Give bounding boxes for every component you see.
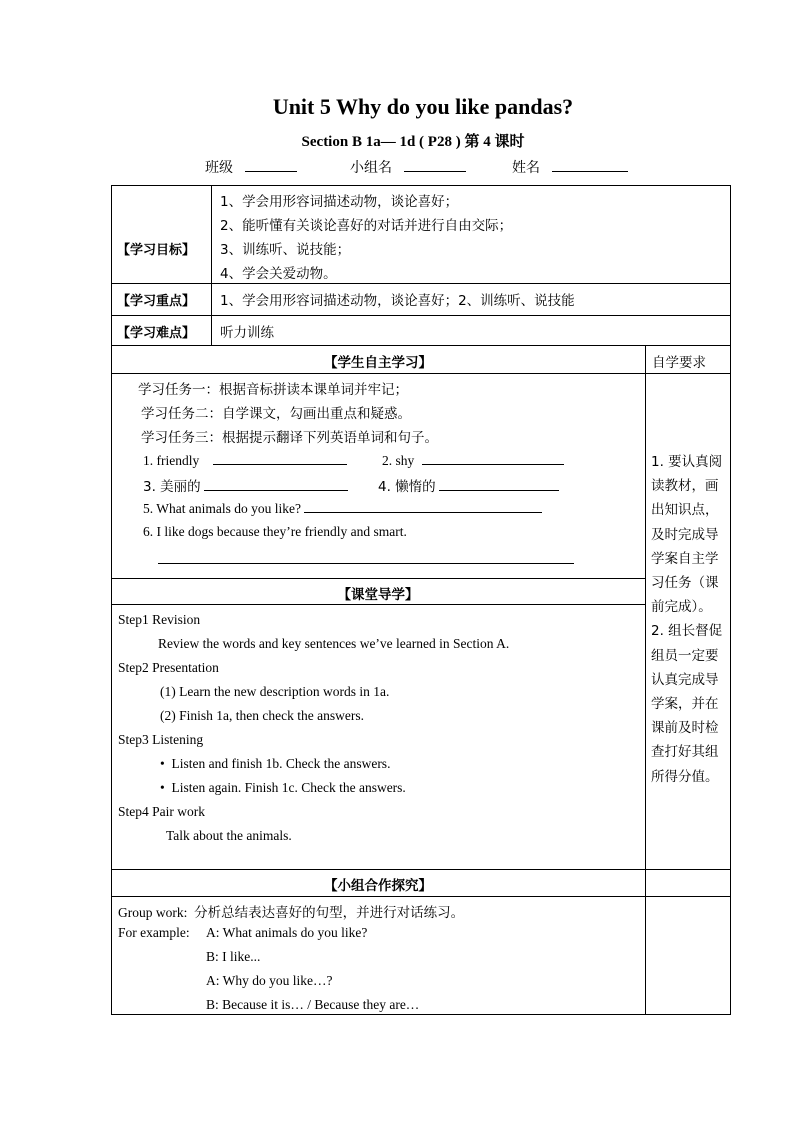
step-1: Step1 Revision bbox=[118, 612, 201, 627]
exercise-1-text: 1. friendly bbox=[143, 453, 200, 468]
exercise-3-blank[interactable] bbox=[204, 478, 348, 491]
bullet-icon: • bbox=[160, 756, 165, 771]
group-input[interactable] bbox=[404, 158, 466, 172]
group-work bbox=[118, 901, 464, 921]
exercise-6: 6. I like dogs because they’re friendly and smart. bbox=[143, 524, 407, 539]
requirements-line: 前完成）。 bbox=[651, 599, 712, 616]
requirements-line: 读教材，画 bbox=[651, 478, 719, 495]
class-label: 班级 bbox=[205, 160, 233, 176]
requirements-line: 所得分值。 bbox=[651, 768, 719, 785]
requirements-line: 及时完成导 bbox=[651, 526, 719, 543]
exercise-5-blank[interactable] bbox=[304, 500, 542, 513]
requirements-line: 查打好其组 bbox=[651, 744, 719, 761]
table-rule bbox=[111, 869, 731, 870]
table-rule bbox=[730, 185, 731, 1015]
task-3: 学习任务三：根据提示翻译下列英语单词和句子。 bbox=[141, 430, 438, 446]
step-1-detail: Review the words and key sentences we’ve learned in Section A. bbox=[158, 636, 510, 651]
exercise-1-blank[interactable] bbox=[213, 452, 347, 465]
exercise-6-answer-line[interactable] bbox=[158, 563, 574, 564]
step-3-bullet-2 bbox=[160, 780, 406, 796]
dialog-line: B: I like... bbox=[206, 949, 261, 964]
goals-label: 【学习目标】 bbox=[117, 243, 196, 258]
page-title: Unit 5 Why do you like pandas? bbox=[272, 94, 574, 119]
group-field bbox=[350, 157, 466, 177]
exercise-4-blank[interactable] bbox=[439, 478, 559, 491]
dialog-line: B: Because it is… / Because they are… bbox=[206, 997, 420, 1012]
class-input[interactable] bbox=[245, 158, 297, 172]
dialog-line: A: Why do you like…? bbox=[206, 973, 333, 988]
table-rule bbox=[111, 373, 731, 374]
table-rule bbox=[645, 345, 646, 1014]
dialog-line: A: What animals do you like? bbox=[206, 925, 368, 940]
exercise-2 bbox=[382, 452, 564, 469]
requirements-line: 2. 组长督促 bbox=[651, 623, 723, 640]
table-rule bbox=[111, 315, 731, 316]
exercise-4 bbox=[378, 475, 559, 495]
group-work-text: 分析总结表达喜好的句型，并进行对话练习。 bbox=[194, 905, 465, 921]
exercise-4-text: 4. 懒惰的 bbox=[378, 479, 436, 495]
bullet-icon: • bbox=[160, 780, 165, 795]
exercise-3 bbox=[143, 475, 348, 495]
step-3-bullet-1-text: Listen and finish 1b. Check the answers. bbox=[171, 756, 391, 771]
group-work-label: Group work: bbox=[118, 905, 188, 920]
name-field bbox=[512, 157, 628, 177]
step-3-bullet-1 bbox=[160, 756, 390, 772]
task-1: 学习任务一：根据音标拼读本课单词并牢记； bbox=[138, 382, 408, 398]
group-header: 【小组合作探究】 bbox=[324, 878, 432, 894]
step-2: Step2 Presentation bbox=[118, 660, 219, 675]
requirements-line: 学案自主学 bbox=[651, 550, 719, 567]
goal-item: 3、训练听、说技能； bbox=[220, 242, 351, 258]
requirements-line: 习任务（课 bbox=[651, 575, 719, 592]
table-rule bbox=[111, 185, 731, 186]
table-rule bbox=[211, 185, 212, 345]
requirements-text bbox=[651, 450, 729, 789]
difficulties-text: 听力训练 bbox=[220, 325, 274, 341]
goal-item: 4、学会关爱动物。 bbox=[220, 266, 337, 282]
key-points-text: 1、学会用形容词描述动物，谈论喜好；2、训练听、说技能 bbox=[220, 293, 575, 309]
class-field bbox=[205, 157, 297, 177]
step-3-bullet-2-text: Listen again. Finish 1c. Check the answers. bbox=[171, 780, 406, 795]
key-points-label: 【学习重点】 bbox=[117, 294, 196, 309]
task-2: 学习任务二：自学课文，勾画出重点和疑惑。 bbox=[141, 406, 411, 422]
table-rule bbox=[111, 283, 731, 284]
exercise-5-text: 5. What animals do you like? bbox=[143, 501, 301, 516]
requirements-line: 课前及时检 bbox=[651, 720, 719, 737]
name-input[interactable] bbox=[552, 158, 628, 172]
table-rule bbox=[111, 604, 646, 605]
exercise-3-text: 3. 美丽的 bbox=[143, 479, 201, 495]
exercise-2-blank[interactable] bbox=[422, 452, 564, 465]
requirements-header: 自学要求 bbox=[652, 355, 706, 371]
table-rule bbox=[111, 345, 731, 346]
step-2-detail-2: (2) Finish 1a, then check the answers. bbox=[160, 708, 364, 723]
table-rule bbox=[111, 578, 646, 579]
step-2-detail-1: (1) Learn the new description words in 1a. bbox=[160, 684, 390, 699]
requirements-line: 认真完成导 bbox=[651, 671, 719, 688]
page-subtitle: Section B 1a— 1d ( P28 ) 第 4 课时 bbox=[301, 134, 525, 150]
exercise-5 bbox=[143, 500, 542, 517]
goal-item: 1、学会用形容词描述动物，谈论喜好； bbox=[220, 194, 459, 210]
goal-item: 2、能听懂有关谈论喜好的对话并进行自由交际； bbox=[220, 218, 513, 234]
step-3: Step3 Listening bbox=[118, 732, 204, 747]
difficulties-label: 【学习难点】 bbox=[117, 326, 196, 341]
exercise-1 bbox=[143, 452, 347, 469]
table-rule bbox=[111, 896, 731, 897]
step-4-detail: Talk about the animals. bbox=[166, 828, 292, 843]
requirements-line: 1. 要认真阅 bbox=[651, 454, 723, 470]
requirements-line: 出知识点， bbox=[651, 502, 719, 519]
classroom-header: 【课堂导学】 bbox=[337, 587, 419, 603]
group-label: 小组名 bbox=[350, 160, 392, 176]
requirements-line: 组员一定要 bbox=[651, 647, 719, 664]
name-label: 姓名 bbox=[512, 160, 540, 176]
for-example-label: For example: bbox=[118, 925, 190, 940]
exercise-2-text: 2. shy bbox=[382, 453, 415, 468]
self-study-header: 【学生自主学习】 bbox=[324, 355, 432, 371]
requirements-line: 学案，并在 bbox=[651, 696, 719, 713]
step-4: Step4 Pair work bbox=[118, 804, 205, 819]
table-rule bbox=[111, 1014, 731, 1015]
